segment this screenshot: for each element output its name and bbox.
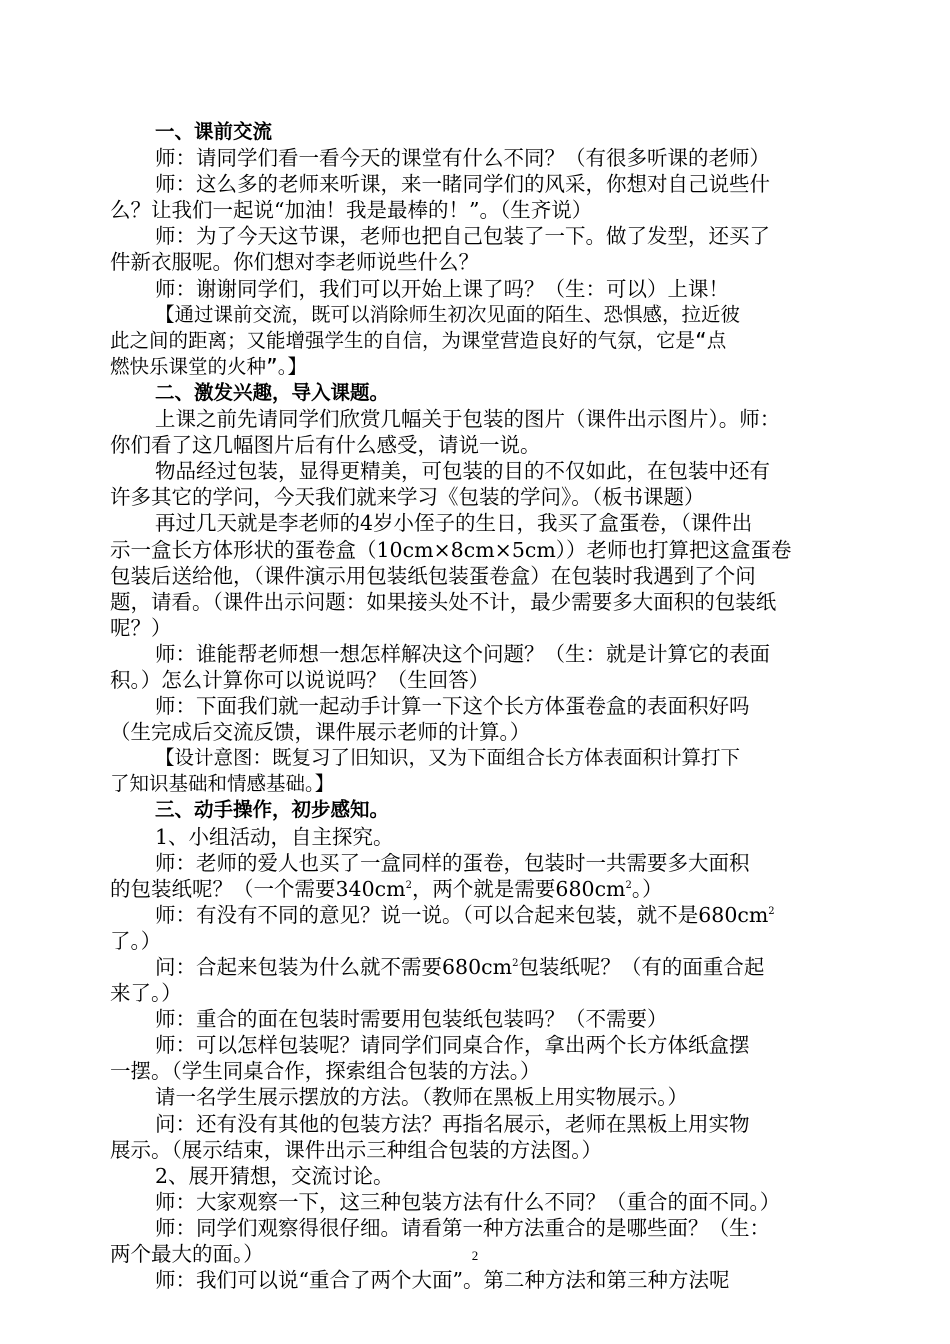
design-note-line: 【通过课前交流，既可以消除师生初次见面的陌生、恐惧感，拉近彼: [155, 302, 741, 326]
paragraph-line: 包装后送给他，（课件演示用包装纸包装蛋卷盒）在包装时我遇到了个问: [110, 563, 756, 588]
subsection-heading: 2、展开猜想，交流讨论。: [155, 1163, 394, 1188]
paragraph-line: 师：重合的面在包装时需要用包装纸包装吗？（不需要）: [155, 1007, 668, 1032]
paragraph-line: 上课之前先请同学们欣赏几幅关于包装的图片（课件出示图片）。师：: [155, 407, 781, 432]
paragraph-line: 再过几天就是李老师的4岁小侄子的生日，我买了盒蛋卷，（课件出: [155, 511, 753, 536]
design-note-line: 了知识基础和情感基础。】: [110, 772, 335, 796]
paragraph-line: 示一盒长方体形状的蛋卷盒（10cm×8cm×5cm））老师也打算把这盒蛋卷: [110, 537, 792, 562]
paragraph-line: 师：谁能帮老师想一想怎样解决这个问题？（生：就是计算它的表面: [155, 641, 770, 666]
superscript-2: 2: [512, 958, 519, 970]
paragraph-line: 师：大家观察一下，这三种包装方法有什么不同？（重合的面不同。）: [155, 1189, 781, 1214]
section-heading: 一、课前交流: [155, 120, 273, 143]
paragraph-line: 师：可以怎样包装呢？请同学们同桌合作，拿出两个长方体纸盒摆: [155, 1033, 750, 1058]
section-heading: 三、动手操作，初步感知。: [155, 798, 390, 822]
paragraph-line: 许多其它的学问，今天我们就来学习《包装的学问》。（板书课题）: [110, 485, 705, 510]
paragraph-line: 么？让我们一起说“加油！我是最棒的！”。（生齐说）: [110, 198, 593, 223]
paragraph-line: 师：老师的爱人也买了一盒同样的蛋卷，包装时一共需要多大面积: [155, 850, 750, 875]
paragraph-line: 呢？）: [110, 615, 172, 640]
superscript-2: 2: [768, 905, 775, 917]
superscript-2: 2: [625, 879, 632, 891]
paragraph-line: 题，请看。（课件出示问题：如果接头处不计，最少需要多大面积的包装纸: [110, 589, 777, 614]
design-note-line: 燃快乐课堂的火种”。】: [110, 354, 307, 378]
paragraph-line: 问：还有没有其他的包装方法？再指名展示，老师在黑板上用实物: [155, 1111, 750, 1136]
paragraph-line: 师：下面我们就一起动手计算一下这个长方体蛋卷盒的表面积好吗: [155, 694, 750, 719]
paragraph-line: 来了。）: [110, 981, 182, 1006]
design-note-line: 此之间的距离；又能增强学生的自信，为课堂营造良好的气氛，它是“点: [110, 328, 727, 352]
section-heading: 二、激发兴趣，导入课题。: [155, 380, 390, 404]
paragraph-line: 了。）: [110, 928, 162, 953]
paragraph-line: （生完成后交流反馈，课件展示老师的计算。）: [110, 720, 531, 745]
paragraph-line: 物品经过包装，显得更精美，可包装的目的不仅如此，在包装中还有: [155, 459, 770, 484]
paragraph-line: 师：我们可以说“重合了两个大面”。第二种方法和第三种方法呢: [155, 1268, 730, 1293]
paragraph-line: 问：合起来包装为什么就不需要$680cm^2$包装纸呢？（有的面重合起: [155, 955, 765, 979]
paragraph-line: 师：谢谢同学们，我们可以开始上课了吗？（生：可以）上课！: [155, 276, 729, 301]
paragraph-line: 师：这么多的老师来听课，来一睹同学们的风采，你想对自己说些什: [155, 172, 770, 197]
paragraph-line: 师：有没有不同的意见？说一说。（可以合起来包装，就不是$680cm^2$: [155, 902, 775, 927]
document-body: [110, 119, 852, 1293]
paragraph-line: 积。）怎么计算你可以说说吗？（生回答）: [110, 667, 490, 692]
paragraph-line: 的包装纸呢？（一个需要$340cm^2$，两个就是需要$680cm^2$。）: [110, 876, 663, 901]
paragraph-line: 你们看了这几幅图片后有什么感受，请说一说。: [110, 433, 541, 458]
paragraph-line: 展示。（展示结束，课件出示三种组合包装的方法图。）: [110, 1137, 602, 1162]
design-note-line: 【设计意图：既复习了旧知识，又为下面组合长方体表面积计算打下: [155, 746, 741, 770]
paragraph-line: 请一名学生展示摆放的方法。（教师在黑板上用实物展示。）: [155, 1085, 688, 1110]
paragraph-line: 师：请同学们看一看今天的课堂有什么不同？（有很多听课的老师）: [155, 146, 770, 171]
subsection-heading: 1、小组活动，自主探究。: [155, 824, 394, 849]
superscript-2: 2: [405, 879, 412, 891]
paragraph-line: 件新衣服呢。你们想对李老师说些什么？: [110, 250, 479, 275]
paragraph-line: 一摆。（学生同桌合作，探索组合包装的方法。）: [110, 1059, 541, 1084]
paragraph-line: 两个最大的面。）: [110, 1242, 264, 1267]
paragraph-line: 师：为了今天这节课，老师也把自己包装了一下。做了发型，还买了: [155, 224, 770, 249]
page-number: 2: [471, 1248, 479, 1263]
paragraph-line: 师：同学们观察得很仔细。请看第一种方法重合的是哪些面？（生：: [155, 1215, 770, 1240]
